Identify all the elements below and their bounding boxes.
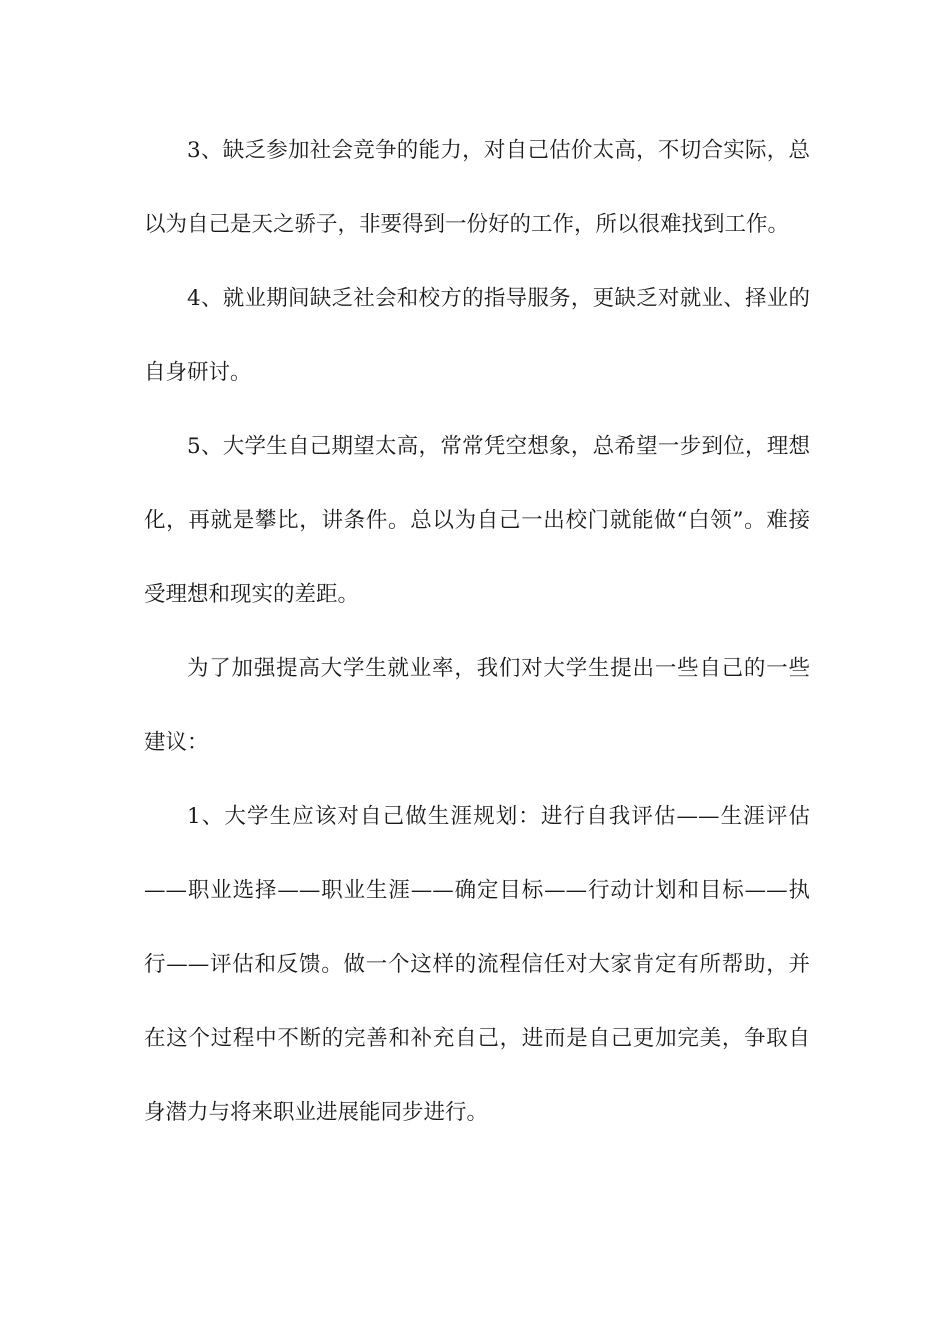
- paragraph-suggestion-1: 1、大学生应该对自己做生涯规划：进行自我评估——生涯评估——职业选择——职业生涯——确定目标——行动计划和目标——执行——评估和反馈。做一个这样的流程信任对大家肯定有所帮助，并在这个过程中不断的完善和补充自己，进而是自己更加完美，争取自身潜力与将来职业进展能同步进行。: [144, 804, 810, 1125]
- paragraph-point-3: 3、缺乏参加社会竞争的能力，对自己估价太高，不切合实际，总以为自己是天之骄子，非要得到一份好的工作，所以很难找到工作。: [144, 138, 810, 237]
- paragraph-suggestions-intro: 为了加强提高大学生就业率，我们对大学生提出一些自己的一些建议：: [144, 656, 810, 755]
- paragraph-point-5: 5、大学生自己期望太高，常常凭空想象，总希望一步到位，理想化，再就是攀比，讲条件。总以为自己一出校门就能做“白领”。难接受理想和现实的差距。: [144, 434, 810, 607]
- document-body: [144, 114, 810, 1150]
- paragraph-point-4: 4、就业期间缺乏社会和校方的指导服务，更缺乏对就业、择业的自身研讨。: [144, 286, 810, 385]
